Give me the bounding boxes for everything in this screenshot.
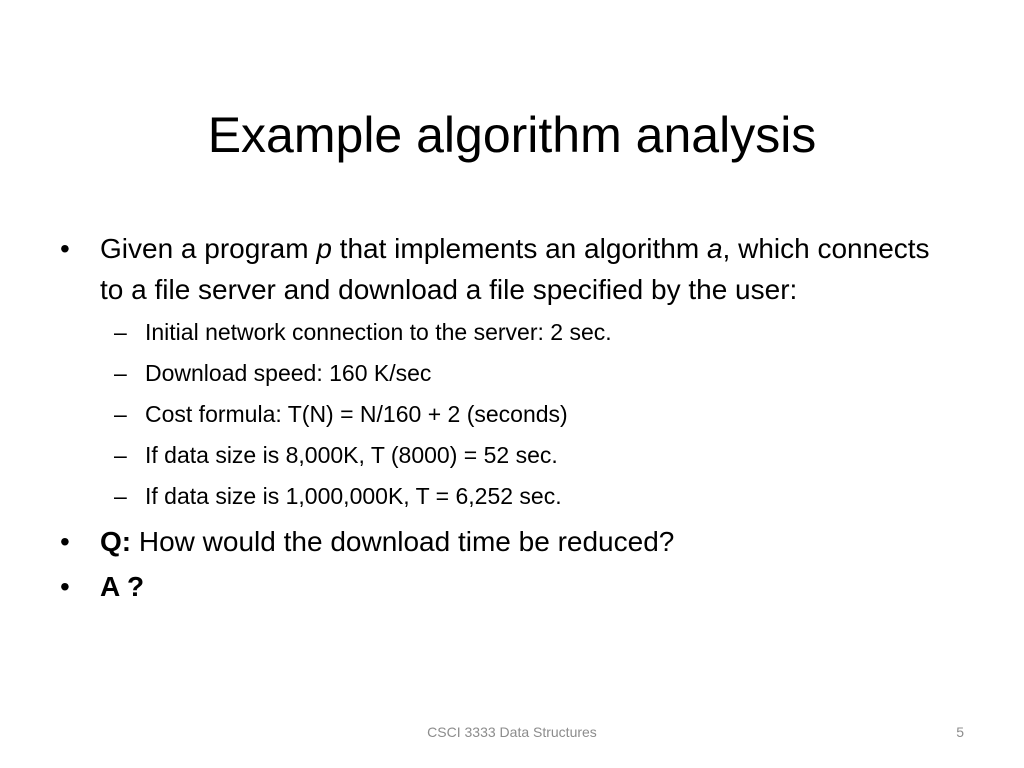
footer-course: CSCI 3333 Data Structures (427, 724, 597, 740)
question-text: How would the download time be reduced? (131, 526, 675, 557)
slide-body (58, 228, 958, 607)
bullet-text-pre: Given a program (100, 233, 317, 264)
sub-item (58, 312, 958, 353)
bullet-item-given (58, 228, 958, 310)
sub-item (58, 476, 958, 517)
slide-number: 5 (956, 724, 964, 740)
bullet-text-post: , which connects to a file server and download a file specified by the user: (100, 233, 930, 305)
bullet-item-answer (58, 566, 958, 607)
var-a: a (706, 233, 723, 264)
answer-text: A ? (100, 571, 145, 602)
slide-title: Example algorithm analysis (207, 107, 817, 163)
var-p: p (316, 233, 332, 264)
sub-item-text: Cost formula: T(N) = N/160 + 2 (seconds) (145, 401, 568, 427)
sub-item (58, 394, 958, 435)
dash-icon: – (114, 360, 127, 386)
question-label: Q: (100, 526, 132, 557)
bullet-icon: • (60, 233, 70, 264)
sub-item (58, 353, 958, 394)
dash-icon: – (114, 401, 127, 427)
dash-icon: – (114, 319, 127, 345)
bullet-icon: • (60, 526, 70, 557)
sub-item-text: Download speed: 160 K/sec (145, 360, 432, 386)
sub-item-text: Initial network connection to the server: 2 sec. (145, 319, 612, 345)
bullet-text-mid: that implements an algorithm (331, 233, 707, 264)
sub-item-text: If data size is 8,000K, T (8000) = 52 sec. (145, 442, 558, 468)
bullet-icon: • (60, 571, 70, 602)
bullet-item-question (58, 521, 958, 562)
dash-icon: – (114, 483, 127, 509)
dash-icon: – (114, 442, 127, 468)
sub-item (58, 435, 958, 476)
sub-item-text: If data size is 1,000,000K, T = 6,252 sec. (145, 483, 562, 509)
